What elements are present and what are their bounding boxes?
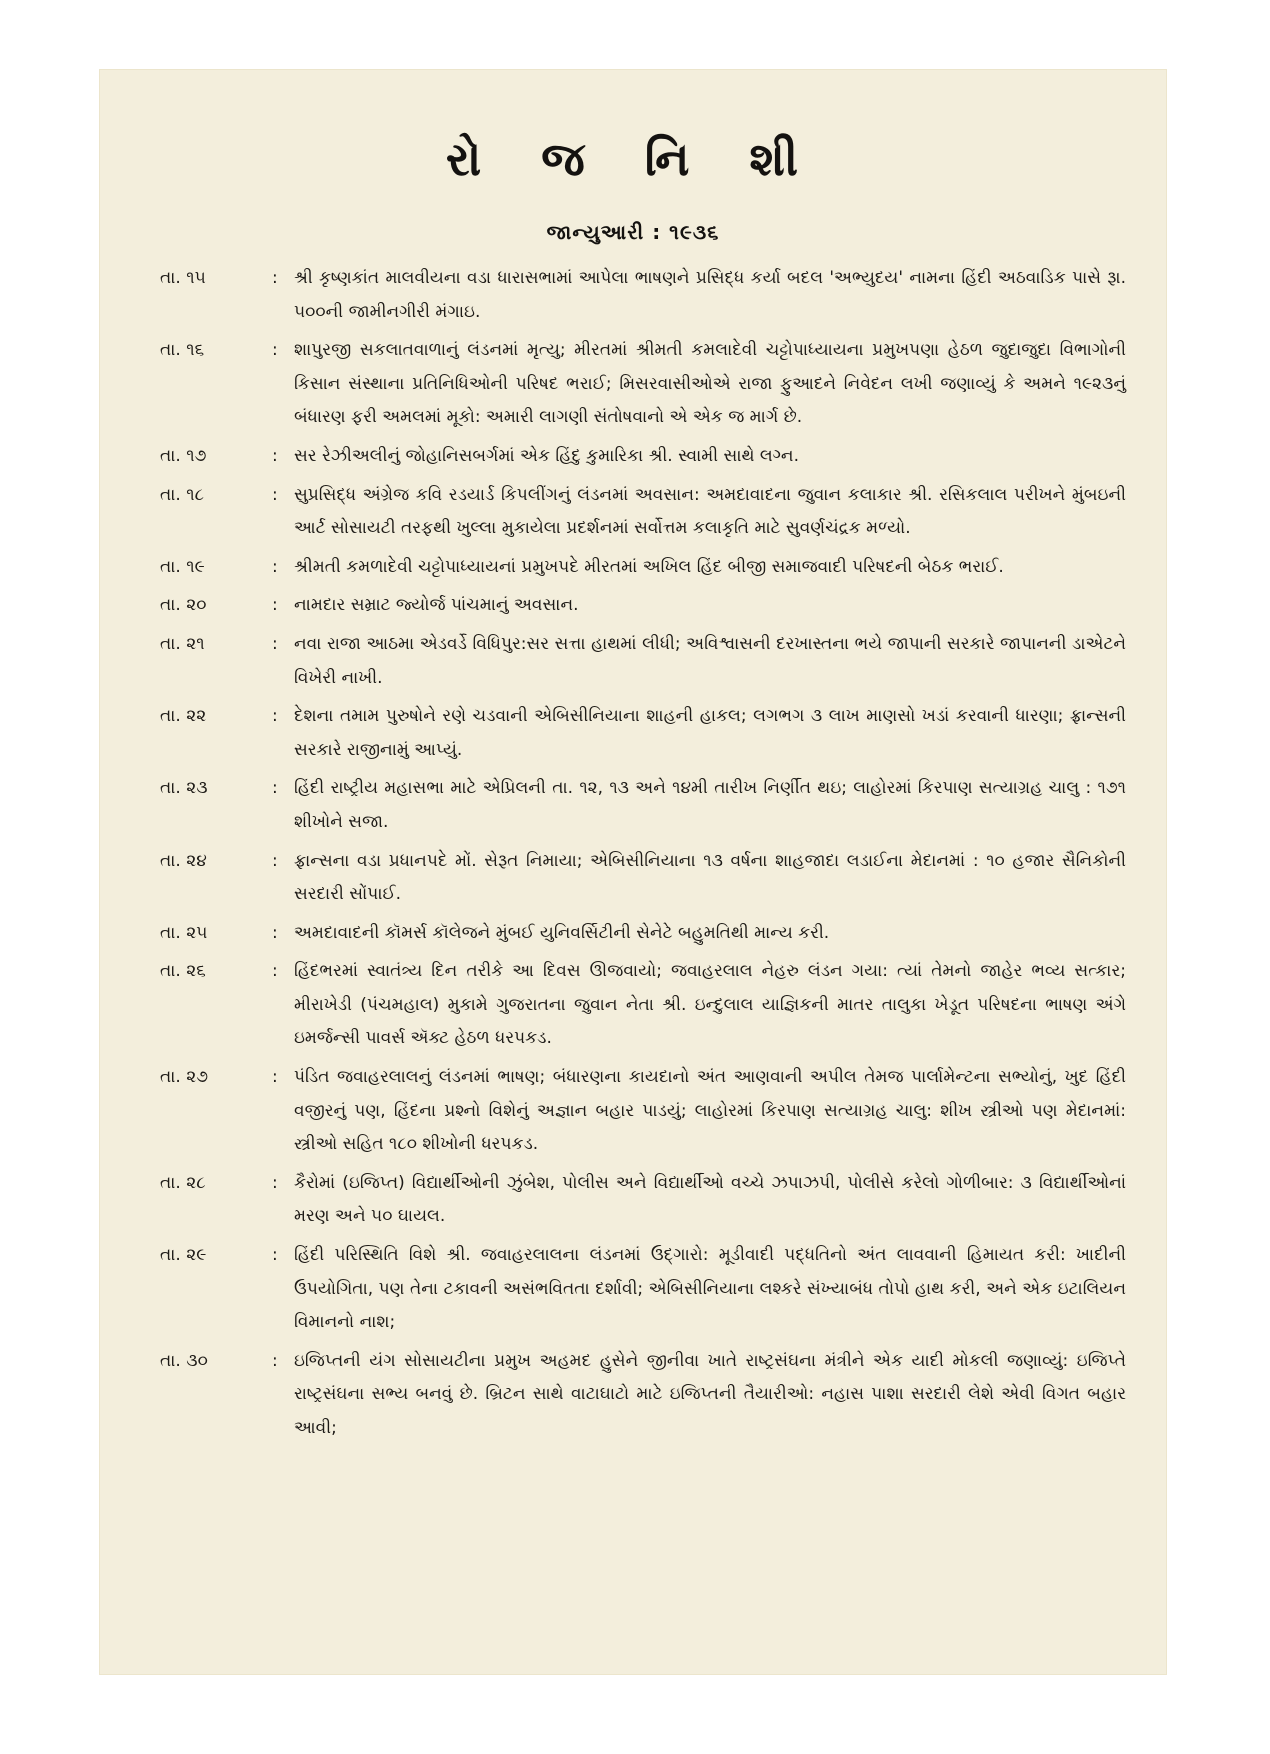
entry-date: તા. ૧૮ [160, 484, 204, 505]
entry-colon: : [272, 484, 278, 505]
diary-entry [160, 628, 1126, 695]
entry-colon: : [272, 922, 278, 943]
entry-text: શ્રી કૃષ્ણકાંત માલવીયના વડા ધારાસભામાં આપેલા ભાષણને પ્રસિદ્ધ કર્યા બદલ 'અભ્યુદય' નામના હિંદી અઠવાડિક પાસે રૂા. ૫૦૦ની જામીનગીરી મંગાઇ. [294, 268, 1126, 322]
entry-text: સર રેઝીઅલીનું જોહાનિસબર્ગમાં એક હિંદુ કુમારિકા શ્રી. સ્વામી સાથે લગ્ન. [294, 445, 799, 466]
entry-colon: : [272, 1067, 278, 1088]
entry-text: હિંદી રાષ્ટ્રીય મહાસભા માટે એપ્રિલની તા. ૧૨, ૧૩ અને ૧૪મી તારીખ નિર્ણીત થઇ; લાહોરમાં કિરપાણ સત્યાગ્રહ ચાલુ : ૧૭૧ શીખોને સજા. [294, 778, 1126, 832]
entry-text: કૈરોમાં (ઇજિપ્ત) વિદ્યાર્થીઓની ઝુંબેશ, પોલીસ અને વિદ્યાર્થીઓ વચ્ચે ઝપાઝપી, પોલીસે કરેલો ગોળીબાર: ૩ વિદ્યાર્થીઓનાં મરણ અને ૫૦ ઘાયલ. [294, 1172, 1126, 1227]
diary-entry [160, 1345, 1126, 1446]
entry-colon: : [272, 1350, 278, 1371]
entry-colon: : [272, 595, 278, 616]
entry-text: શ્રીમતી કમળાદેવી ચટ્ટોપાધ્યાયનાં પ્રમુખપદે મીરતમાં અખિલ હિંદ બીજી સમાજવાદી પરિષદની બેઠક ભરાઈ. [294, 556, 1004, 577]
diary-entry [160, 700, 1126, 767]
document-page [100, 70, 1166, 1674]
entry-date: તા. ૨૫ [160, 922, 208, 943]
entry-colon: : [272, 340, 278, 361]
entry-colon: : [272, 850, 278, 871]
diary-entry [160, 772, 1126, 839]
entry-colon: : [272, 1245, 278, 1266]
diary-entry [160, 917, 1126, 951]
entry-date: તા. ૨૦ [160, 595, 207, 616]
entry-date: તા. ૧૯ [160, 556, 205, 577]
diary-entry [160, 1239, 1126, 1340]
diary-entry [160, 1061, 1126, 1162]
entry-text: ફ્રાન્સના વડા પ્રધાનપદે મોં. સેરૂત નિમાયા; એબિસીનિયાના ૧૩ વર્ષના શાહજાદા લડાઈના મેદાનમાં : ૧૦ હજાર સૈનિકોની સરદારી સોંપાઈ. [294, 850, 1126, 905]
diary-entry [160, 440, 1126, 474]
diary-entry [160, 955, 1126, 1056]
entry-text: પંડિત જવાહરલાલનું લંડનમાં ભાષણ; બંધારણના કાયદાનો અંત આણવાની અપીલ તેમજ પાર્લામેન્ટના સભ્યોનું, ખુદ હિંદી વજીરનું પણ, હિંદના પ્રશ્નો વિશેનું અજ્ઞાન બહાર પાડયું; લાહોરમાં કિરપાણ સત્યાગ્રહ ચાલુ: શીખ સ્ત્રીઓ પણ મેદાનમાં: સ્ત્રીઓ સહિત ૧૮૦ શીખોની ધરપકડ. [294, 1067, 1126, 1155]
entry-colon: : [272, 961, 278, 982]
entry-date: તા. ૧૫ [160, 268, 206, 288]
diary-entry [160, 1167, 1126, 1234]
entry-text: હિંદભરમાં સ્વાતંત્ર્ય દિન તરીકે આ દિવસ ઊજવાયો; જવાહરલાલ નેહરુ લંડન ગયા: ત્યાં તેમનો જાહેર ભવ્ય સત્કાર; મીરાખેડી (પંચમહાલ) મુકામે ગુજરાતના જુવાન નેતા શ્રી. ઇન્દુલાલ યાજ્ઞિકની માતર તાલુકા ખેડૂત પરિષદના ભાષણ અંગે ઇમર્જન્સી પાવર્સ ઍક્ટ હેઠળ ધરપકડ. [294, 961, 1126, 1049]
month-heading: જાન્યુઆરી : ૧૯૩૬ [546, 220, 720, 244]
entry-date: તા. ૨૭ [160, 1067, 209, 1088]
diary-entries [160, 262, 1126, 1451]
entry-text: અમદાવાદની કૉમર્સ કૉલેજને મુંબઈ યુનિવર્સિટીની સેનેટે બહુમતિથી માન્ય કરી. [294, 922, 830, 943]
diary-entry [160, 589, 1126, 623]
diary-entry [160, 262, 1126, 329]
entry-date: તા. ૨૬ [160, 961, 206, 982]
entry-colon: : [272, 778, 278, 799]
entry-colon: : [272, 1172, 278, 1193]
diary-entry [160, 334, 1126, 435]
entry-date: તા. ૨૩ [160, 778, 208, 799]
entry-date: તા. ૨૪ [160, 850, 207, 871]
diary-entry [160, 479, 1126, 546]
entry-colon: : [272, 633, 278, 654]
entry-date: તા. ૨૮ [160, 1172, 206, 1193]
entry-colon: : [272, 445, 278, 466]
entry-text: ઇજિપ્તની યંગ સોસાયટીના પ્રમુખ અહમદ હુસેને જીનીવા ખાતે રાષ્ટ્રસંઘના મંત્રીને એક યાદી મોકલી જણાવ્યું: ઇજિપ્તે રાષ્ટ્રસંઘના સભ્ય બનવું છે. બ્રિટન સાથે વાટાઘાટો માટે ઇજિપ્તની તૈયારીઓ: નહાસ પાશા સરદારી લેશે એવી વિગત બહાર આવી; [294, 1350, 1126, 1438]
entry-date: તા. ૨૨ [160, 706, 207, 727]
diary-entry [160, 845, 1126, 912]
entry-text: નવા રાજા આઠમા એડવર્ડે વિધિપુર:સર સત્તા હાથમાં લીધી; અવિશ્વાસની દરખાસ્તના ભયે જાપાની સરકારે જાપાનની ડાએટને વિખેરી નાખી. [294, 633, 1126, 688]
entry-colon: : [272, 556, 278, 577]
page-title: રો જ નિ શી [445, 132, 821, 186]
entry-text: સુપ્રસિદ્ધ અંગ્રેજ કવિ રડયાર્ડ કિપલીંગનું લંડનમાં અવસાન: અમદાવાદના જુવાન કલાકાર શ્રી. રસિકલાલ પરીખને મુંબઇની આર્ટ સોસાયટી તરફથી ખુલ્લા મુકાયેલા પ્રદર્શનમાં સર્વોત્તમ કલાકૃતિ માટે સુવર્ણચંદ્રક મળ્યો. [294, 484, 1126, 539]
entry-date: તા. ૨૧ [160, 633, 205, 654]
entry-text: શાપુરજી સકલાતવાળાનું લંડનમાં મૃત્યુ; મીરતમાં શ્રીમતી કમલાદેવી ચટ્ટોપાધ્યાયના પ્રમુખપણા હેઠળ જુદાજુદા વિભાગોની કિસાન સંસ્થાના પ્રતિનિધિઓની પરિષદ ભરાઈ; મિસરવાસીઓએ રાજા ફુઆદને નિવેદન લખી જણાવ્યું કે અમને ૧૯૨૩નું બંધારણ ફરી અમલમાં મૂકો: અમારી લાગણી સંતોષવાનો એ એક જ માર્ગ છે. [294, 340, 1126, 428]
entry-text: હિંદી પરિસ્થિતિ વિશે શ્રી. જવાહરલાલના લંડનમાં ઉદ્‍ગારો: મૂડીવાદી પદ્ધતિનો અંત લાવવાની હિમાયત કરી: ખાદીની ઉપયોગિતા, પણ તેના ટકાવની અસંભવિતતા દર્શાવી; એબિસીનિયાના લશ્કરે સંખ્યાબંધ તોપો હાથ કરી, અને એક ઇટાલિયન વિમાનનો નાશ; [294, 1245, 1126, 1333]
entry-date: તા. ૨૯ [160, 1245, 207, 1266]
entry-text: નામદાર સમ્રાટ જ્યોર્જ પાંચમાનું અવસાન. [294, 595, 579, 616]
entry-colon: : [272, 706, 278, 727]
entry-date: તા. ૧૬ [160, 340, 205, 361]
entry-text: દેશના તમામ પુરુષોને રણે ચડવાની એબિસીનિયાના શાહની હાકલ; લગભગ ૩ લાખ માણસો ખડાં કરવાની ધારણા; ફ્રાન્સની સરકારે રાજીનામું આપ્યું. [294, 706, 1126, 760]
entry-date: તા. ૧૭ [160, 445, 207, 466]
diary-entry [160, 551, 1126, 585]
entry-colon: : [272, 268, 278, 288]
entry-date: તા. ૩૦ [160, 1350, 208, 1371]
